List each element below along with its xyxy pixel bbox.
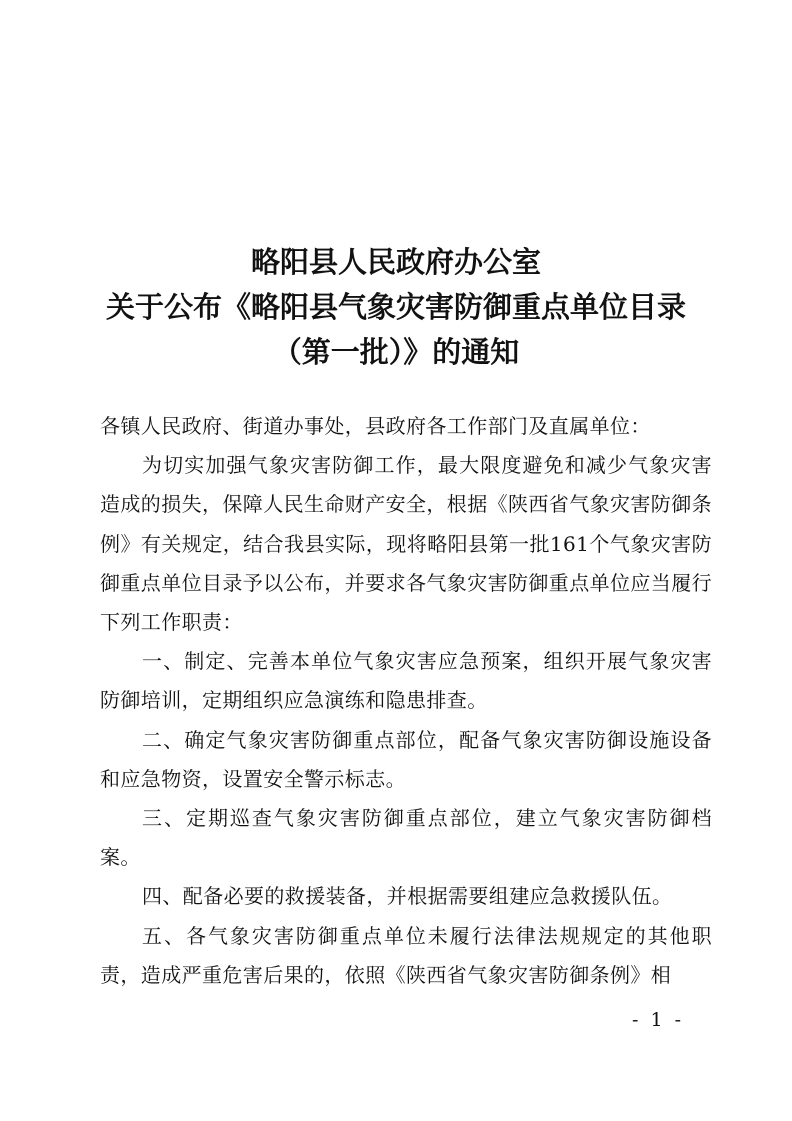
paragraph-intro: 为切实加强气象灾害防御工作，最大限度避免和减少气象灾害造成的损失，保障人民生命财产安全，根据《陕西省气象灾害防御条例》有关规定，结合我县实际，现将略阳县第一批161个气象灾害防御重点单位目录予以公布，并要求各气象灾害防御重点单位应当履行下列工作职责： [100,453,712,635]
document-title [0,240,792,375]
paragraph-duty-2: 二、确定气象灾害防御重点部位，配备气象灾害防御设施设备和应急物资，设置安全警示标志。 [100,727,712,791]
document-body [100,407,712,995]
title-line-2: 关于公布《略阳县气象灾害防御重点单位目录 [105,290,686,324]
salutation: 各镇人民政府、街道办事处，县政府各工作部门及直属单位： [100,414,651,438]
paragraph-duty-5: 五、各气象灾害防御重点单位未履行法律法规规定的其他职责，造成严重危害后果的，依照《陕西省气象灾害防御条例》相 [100,923,712,987]
page-number: - 1 - [632,1009,685,1031]
paragraph-duty-3: 三、定期巡查气象灾害防御重点部位，建立气象灾害防御档案。 [100,806,712,870]
paragraph-duty-1: 一、制定、完善本单位气象灾害应急预案，组织开展气象灾害防御培训，定期组织应急演练和隐患排查。 [100,649,712,713]
paragraph-duty-4: 四、配备必要的救援装备，并根据需要组建应急救援队伍。 [142,884,673,909]
title-line-3: （第一批）》的通知 [272,335,520,369]
title-line-1: 略阳县人民政府办公室 [250,245,541,279]
